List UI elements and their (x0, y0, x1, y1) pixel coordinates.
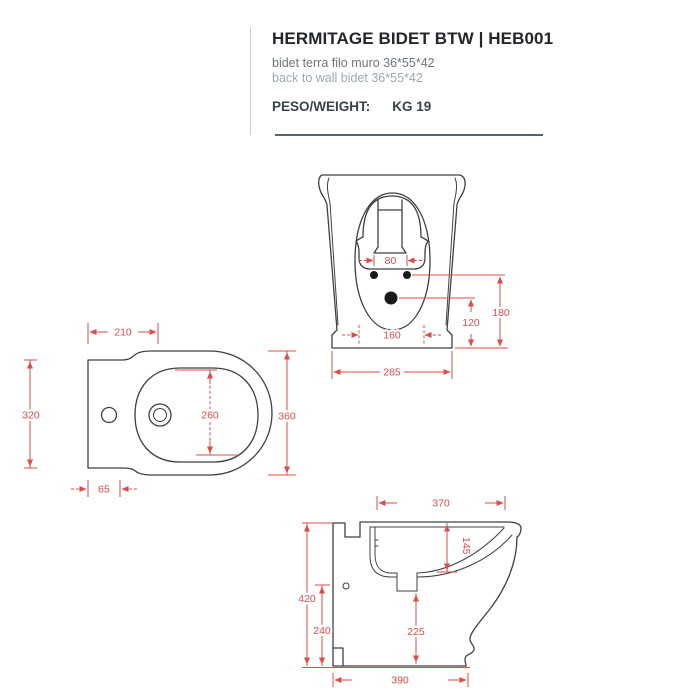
front-view-drawing (300, 160, 520, 390)
front-dimensions (332, 255, 510, 379)
side-inlet-hole (343, 583, 349, 589)
dim-base-depth (333, 673, 468, 687)
weight-value: KG 19 (392, 99, 432, 114)
front-fixing-hole-right (403, 271, 411, 279)
dim-holes-drop (492, 277, 510, 346)
dim-inlet-height-label: 240 (313, 625, 331, 637)
top-view-drawing (20, 300, 300, 500)
dim-holes-drop-label: 180 (492, 307, 510, 319)
dim-back-width (88, 323, 158, 344)
weight-row (272, 99, 553, 114)
dim-bowl-length (175, 370, 237, 455)
weight-label: PESO/WEIGHT: (272, 99, 371, 114)
subtitle-italian: bidet terra filo muro 36*55*42 (272, 56, 435, 70)
front-fixing-hole-left (370, 271, 378, 279)
front-corner-right (446, 178, 457, 325)
dim-base-depth-label: 390 (391, 674, 409, 687)
dim-back-width-label: 210 (114, 326, 132, 339)
side-bowl-surface (370, 527, 504, 573)
dim-bowl-depth-label: 145 (460, 537, 472, 555)
side-skirting-notch (333, 648, 343, 666)
header-vertical-rule (250, 27, 251, 135)
dim-overall-height-label: 420 (298, 593, 316, 605)
top-overflow-hole (102, 408, 117, 423)
header (272, 29, 553, 114)
side-view-outline (333, 522, 521, 666)
dim-fixing-span-label: 160 (383, 329, 401, 342)
dim-overall-depth-label: 360 (278, 410, 296, 423)
page-title: HERMITAGE BIDET BTW | HEB001 (272, 29, 554, 48)
header-divider (275, 134, 543, 136)
dim-rim-depth-label: 370 (432, 497, 450, 510)
front-tap-channel (374, 200, 406, 253)
dim-drain-drop (462, 300, 480, 346)
dim-back-depth-label: 320 (22, 409, 40, 422)
dim-fixing-span (342, 325, 441, 346)
side-rim-top (360, 522, 508, 537)
top-faucet-hole-inner (154, 409, 167, 422)
dim-bowl-length-label: 260 (201, 409, 219, 422)
dim-base-width (332, 351, 452, 379)
side-front-profile (465, 522, 521, 666)
dim-overall-height (298, 523, 316, 666)
dim-drain-height-label: 225 (407, 626, 425, 638)
dim-drain-drop-label: 120 (462, 317, 480, 329)
dim-hole-spacing-label: 80 (384, 255, 397, 267)
top-dimensions (22, 323, 296, 497)
dim-side-offset-label: 65 (98, 483, 110, 496)
dim-side-offset (71, 480, 137, 497)
front-corner-left (327, 178, 338, 325)
dim-inlet-height (313, 585, 331, 666)
side-back-and-floor (333, 523, 466, 666)
side-drain-boss (397, 573, 417, 591)
subtitle-english: back to wall bidet 36*55*42 (272, 71, 423, 85)
dim-back-depth (22, 360, 40, 468)
side-view-drawing (290, 480, 550, 700)
dim-hole-spacing (359, 255, 422, 267)
dim-drain-height (407, 593, 425, 664)
top-faucet-hole-outer (149, 404, 171, 426)
dim-base-width-label: 285 (383, 366, 401, 379)
dim-rim-depth (377, 496, 505, 510)
front-drain-hole (385, 292, 398, 305)
